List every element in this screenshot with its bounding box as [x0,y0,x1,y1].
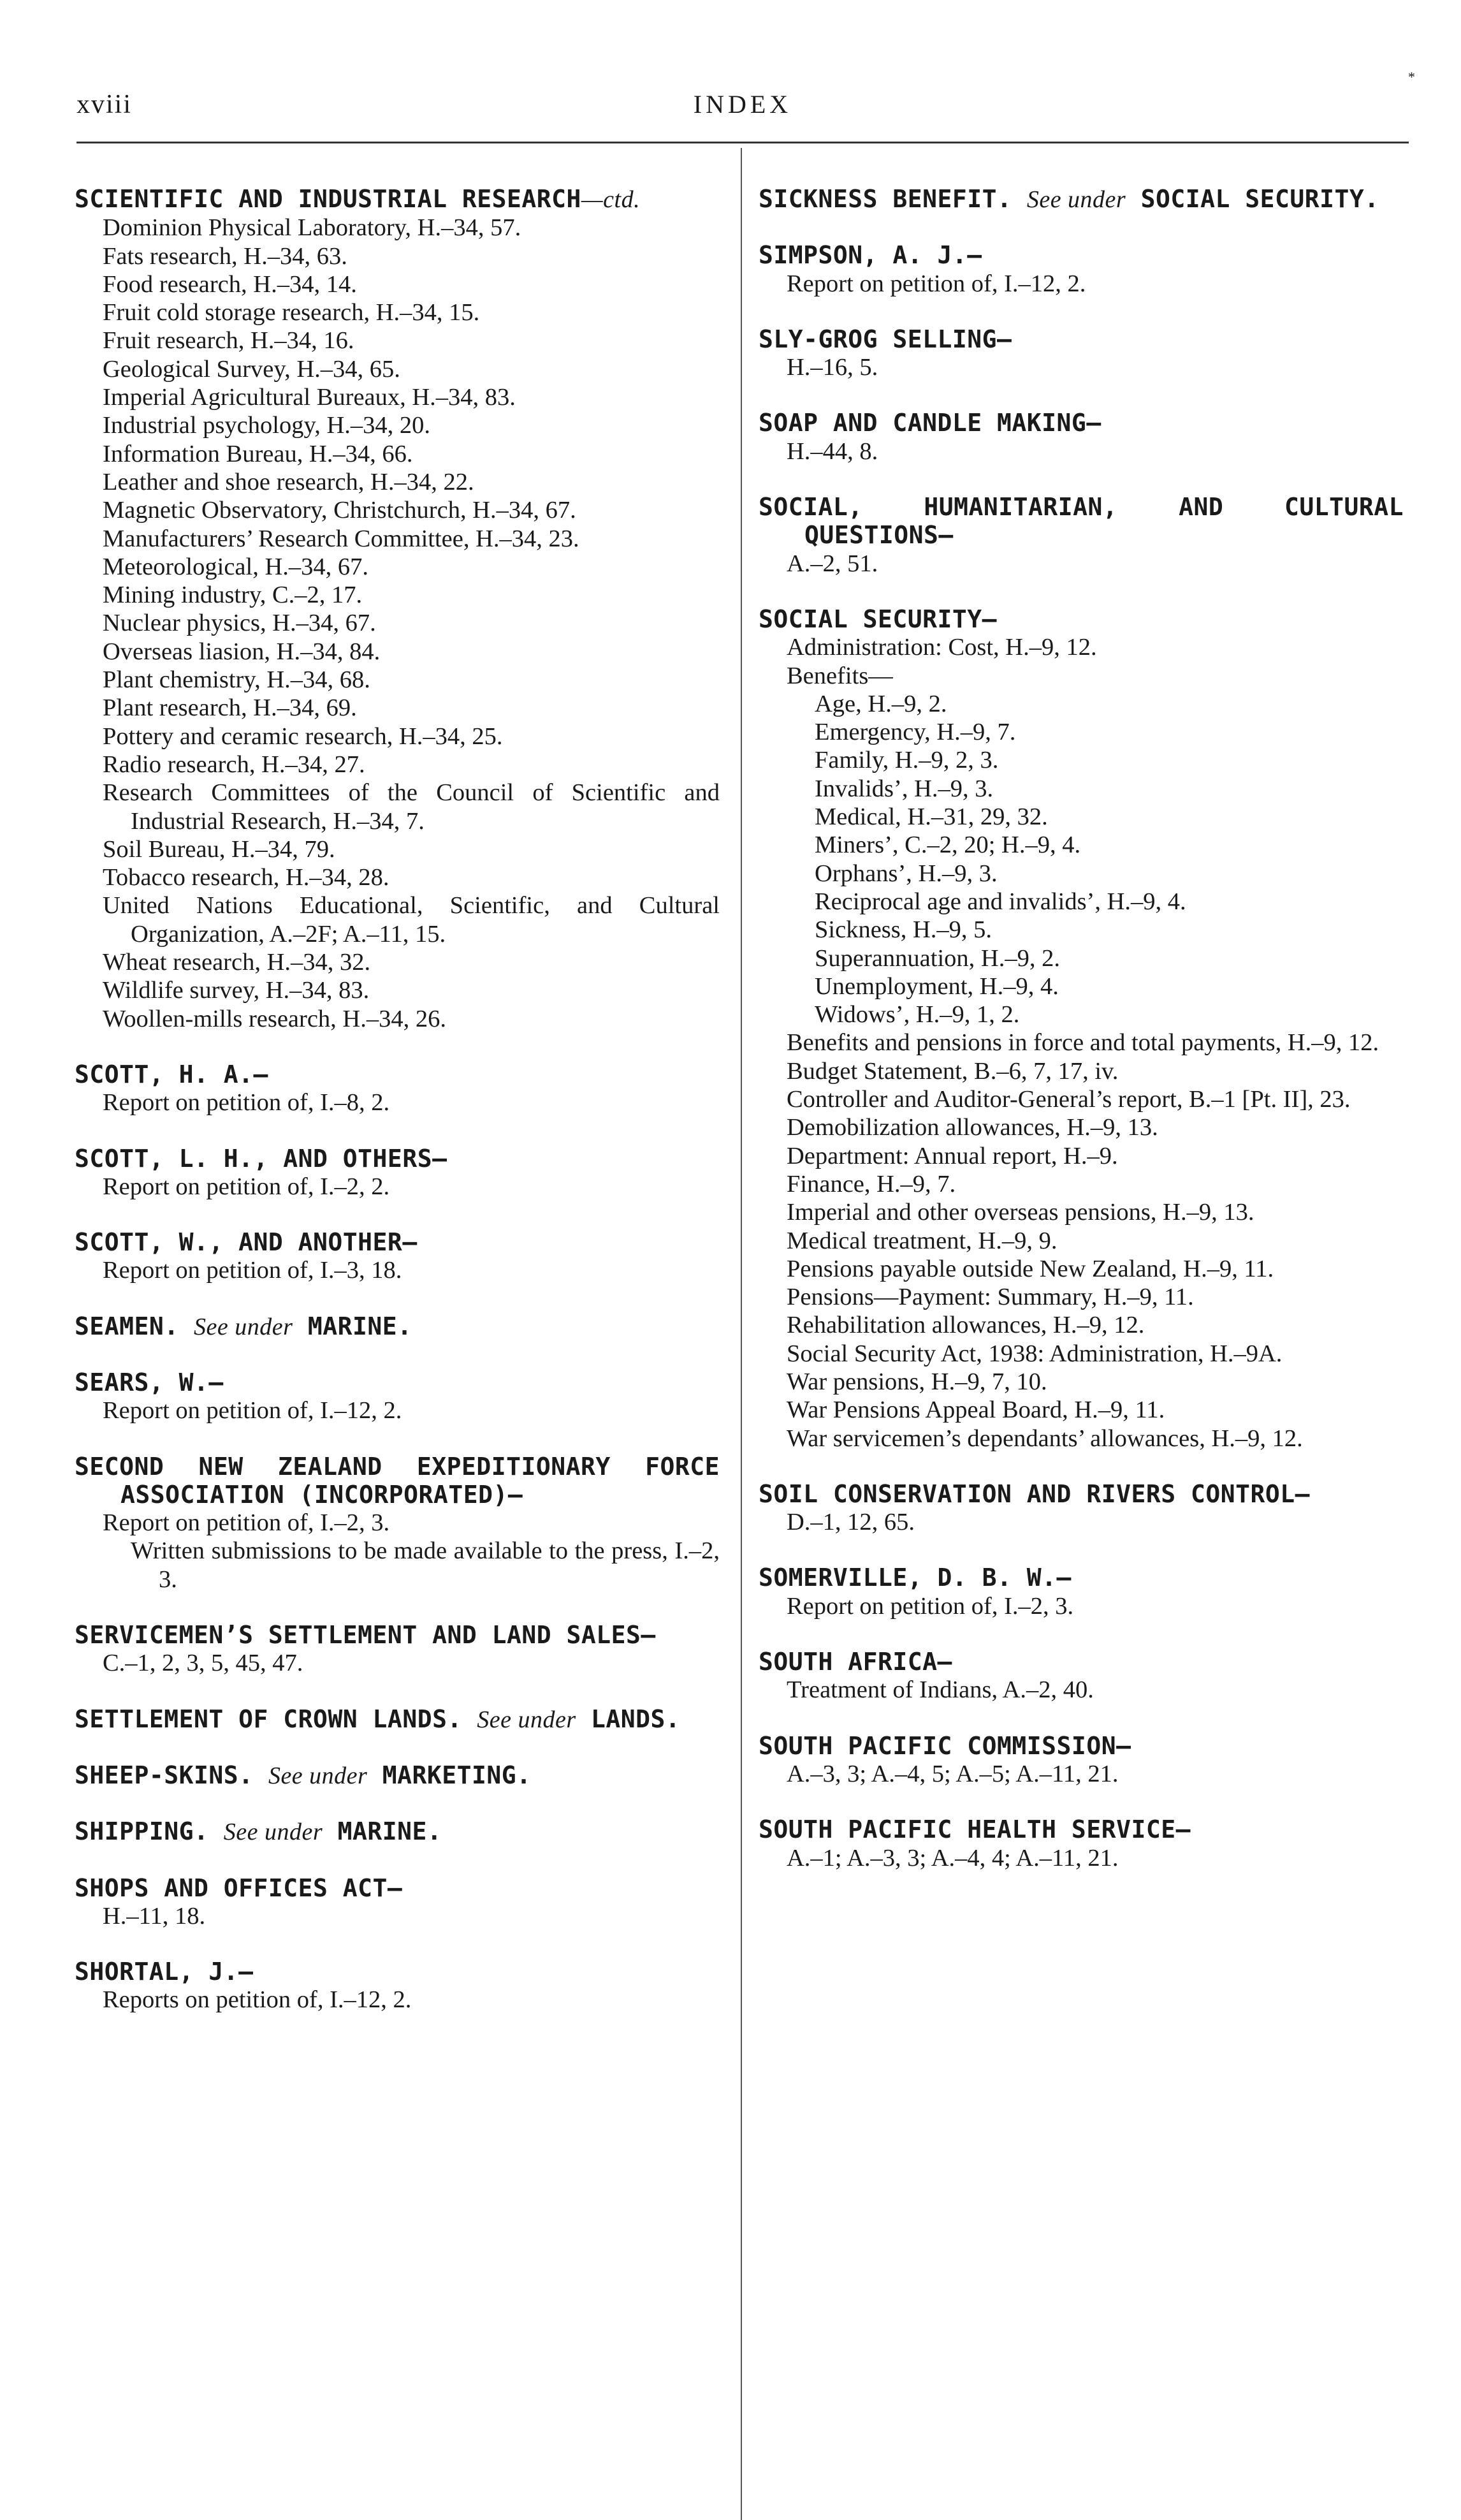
entry-subline: Emergency, H.–9, 7. [815,719,1016,746]
index-entry [759,493,1404,578]
index-entry [759,1564,1404,1620]
entry-line: Report on petition of, I.–2, 2. [103,1173,390,1200]
entry-line: Wheat research, H.–34, 32. [103,949,371,976]
entry-line: Report on petition of, I.–12, 2. [787,270,1086,297]
entry-heading: SCIENTIFIC AND INDUSTRIAL RESEARCH—ctd. [75,185,641,213]
entry-subline: Widows’, H.–9, 1, 2. [815,1001,1020,1029]
page-header [76,69,1415,134]
entry-subline: Medical, H.–31, 29, 32. [815,803,1048,831]
index-column-right [759,185,1404,1900]
index-entry [759,1732,1404,1789]
index-entry [75,1958,720,2014]
entry-line: Benefits— [787,662,893,689]
entry-line: Geological Survey, H.–34, 65. [103,355,400,383]
entry-line: D.–1, 12, 65. [787,1509,915,1536]
entry-line: Soil Bureau, H.–34, 79. [103,835,335,863]
index-entry [759,1815,1404,1872]
entry-line: Finance, H.–9, 7. [787,1170,956,1198]
entry-line: Fruit research, H.–34, 16. [103,327,354,355]
entry-line: Report on petition of, I.–3, 18. [103,1257,402,1284]
entry-heading: SHOPS AND OFFICES ACT— [75,1873,403,1902]
entry-line: Manufacturers’ Research Committee, H.–34, 23. [103,525,579,552]
index-entry [75,1312,720,1341]
entry-line: Plant chemistry, H.–34, 68. [103,666,370,694]
entry-line: Pensions payable outside New Zealand, H.–9, 11. [787,1255,1274,1282]
entry-heading: SOCIAL, HUMANITARIAN, AND CULTURAL QUESTIONS— [759,493,1404,550]
entry-line: Benefits and pensions in force and total payments, H.–9, 12. [787,1029,1379,1057]
entry-heading: SICKNESS BENEFIT. See under SOCIAL SECURITY. [759,185,1379,213]
header-rule [76,142,1409,143]
entry-subline: Orphans’, H.–9, 3. [815,860,998,887]
entry-line: War servicemen’s dependants’ allowances, H.–9, 12. [787,1425,1303,1452]
entry-line: Overseas liasion, H.–34, 84. [103,638,381,665]
entry-line: Research Committees of the Council of Scientific and Industrial Research, H.–34, 7. [103,779,720,835]
entry-line: War Pensions Appeal Board, H.–9, 11. [787,1396,1165,1424]
index-entry [75,1228,720,1285]
index-entry [75,1453,720,1593]
entry-subline: Family, H.–9, 2, 3. [815,747,999,774]
entry-line: H.–11, 18. [103,1902,206,1930]
entry-line: Fats research, H.–34, 63. [103,242,347,270]
entry-heading: SHORTAL, J.— [75,1958,254,1986]
entry-subline: Sickness, H.–9, 5. [815,916,992,944]
entry-heading: SECOND NEW ZEALAND EXPEDITIONARY FORCE ASSOCIATION (INCORPORATED)— [75,1452,720,1509]
entry-line: Imperial and other overseas pensions, H.–9, 13. [787,1199,1254,1226]
index-entry [75,1874,720,1931]
page-title: INDEX [693,90,792,119]
entry-line: C.–1, 2, 3, 5, 45, 47. [103,1650,303,1677]
entry-line: Report on petition of, I.–2, 3. [787,1592,1074,1620]
entry-heading: SEAMEN. See under MARINE. [75,1312,412,1340]
entry-line: Treatment of Indians, A.–2, 40. [787,1676,1094,1704]
entry-line: A.–1; A.–3, 3; A.–4, 4; A.–11, 21. [787,1844,1119,1872]
entry-subline: Written submissions to be made available to the press, I.–2, 3. [131,1537,720,1593]
entry-subline: Unemployment, H.–9, 4. [815,972,1059,1000]
column-divider [741,148,742,2520]
entry-line: Mining industry, C.–2, 17. [103,582,363,609]
entry-heading: SOUTH PACIFIC COMMISSION— [759,1731,1131,1760]
entry-line: Reports on petition of, I.–12, 2. [103,1986,412,2014]
entry-line: Nuclear physics, H.–34, 67. [103,610,376,637]
entry-line: Social Security Act, 1938: Administration, H.–9A. [787,1340,1283,1367]
entry-heading: SERVICEMEN’S SETTLEMENT AND LAND SALES— [75,1621,656,1650]
entry-line: Budget Statement, B.–6, 7, 17, iv. [787,1057,1119,1085]
entry-line: Meteorological, H.–34, 67. [103,553,368,580]
index-entry [759,185,1404,214]
entry-heading: SCOTT, L. H., AND OTHERS— [75,1144,447,1173]
entry-line: Dominion Physical Laboratory, H.–34, 57. [103,214,521,242]
entry-line: Magnetic Observatory, Christchurch, H.–34, 67. [103,497,576,524]
entry-heading: SLY-GROG SELLING— [759,325,1012,353]
entry-heading: SOMERVILLE, D. B. W.— [759,1564,1072,1592]
entry-subline: Age, H.–9, 2. [815,690,947,717]
entry-heading: SCOTT, W., AND ANOTHER— [75,1228,418,1257]
index-column-left [75,185,720,2042]
entry-line: Department: Annual report, H.–9. [787,1142,1118,1169]
entry-heading: SHIPPING. See under MARINE. [75,1817,442,1846]
entry-line: War pensions, H.–9, 7, 10. [787,1368,1047,1395]
index-entry [75,1817,720,1846]
entry-line: Information Bureau, H.–34, 66. [103,440,413,467]
entry-line: Tobacco research, H.–34, 28. [103,864,389,891]
entry-line: Controller and Auditor-General’s report, B.–1 [Pt. II], 23. [787,1086,1351,1113]
entry-heading: SHEEP-SKINS. See under MARKETING. [75,1761,532,1789]
entry-line: Rehabilitation allowances, H.–9, 12. [787,1312,1145,1339]
entry-heading: SOUTH AFRICA— [759,1648,952,1676]
entry-line: Report on petition of, I.–2, 3. [103,1509,390,1537]
entry-subline: Superannuation, H.–9, 2. [815,944,1060,972]
corner-mark: * [1408,69,1415,85]
index-entry [75,1761,720,1790]
entry-line: Radio research, H.–34, 27. [103,751,365,778]
index-entry [759,409,1404,465]
index-entry [759,1648,1404,1704]
index-entry [759,241,1404,298]
entry-subline: Invalids’, H.–9, 3. [815,775,994,802]
index-entry [75,1145,720,1201]
entry-line: Leather and shoe research, H.–34, 22. [103,468,474,495]
entry-heading: SOUTH PACIFIC HEALTH SERVICE— [759,1815,1191,1844]
entry-line: H.–16, 5. [787,354,878,381]
entry-line: Pensions—Payment: Summary, H.–9, 11. [787,1284,1194,1311]
entry-line: Plant research, H.–34, 69. [103,694,357,722]
index-entry [75,1060,720,1117]
entry-heading: SETTLEMENT OF CROWN LANDS. See under LANDS. [75,1704,681,1733]
entry-subline: Miners’, C.–2, 20; H.–9, 4. [815,831,1081,859]
entry-line: Industrial psychology, H.–34, 20. [103,412,430,439]
entry-line: A.–3, 3; A.–4, 5; A.–5; A.–11, 21. [787,1760,1119,1787]
entry-heading: SOAP AND CANDLE MAKING— [759,409,1101,437]
index-entry [759,325,1404,382]
index-entry [75,1368,720,1425]
index-entry [75,1621,720,1678]
entry-line: A.–2, 51. [787,550,878,577]
entry-subline: Reciprocal age and invalids’, H.–9, 4. [815,888,1186,915]
entry-line: Wildlife survey, H.–34, 83. [103,977,370,1004]
index-entry [75,185,720,1033]
entry-line: Food research, H.–34, 14. [103,270,357,298]
index-entry [75,1705,720,1734]
entry-line: Fruit cold storage research, H.–34, 15. [103,299,480,326]
entry-line: H.–44, 8. [787,437,878,465]
entry-line: Demobilization allowances, H.–9, 13. [787,1114,1158,1141]
entry-line: Woollen-mills research, H.–34, 26. [103,1005,446,1032]
entry-line: United Nations Educational, Scientific, and Cultural Organization, A.–2F; A.–11, 15. [103,892,720,948]
entry-line: Administration: Cost, H.–9, 12. [787,634,1097,661]
entry-line: Pottery and ceramic research, H.–34, 25. [103,722,503,750]
entry-heading: SOCIAL SECURITY— [759,604,998,633]
index-entry [759,605,1404,1453]
entry-line: Medical treatment, H.–9, 9. [787,1227,1058,1254]
entry-heading: SCOTT, H. A.— [75,1060,268,1088]
entry-heading: SIMPSON, A. J.— [759,241,982,270]
entry-line: Imperial Agricultural Bureaux, H.–34, 83. [103,384,516,411]
entry-heading: SOIL CONSERVATION AND RIVERS CONTROL— [759,1479,1310,1508]
entry-line: Report on petition of, I.–8, 2. [103,1089,390,1117]
index-entry [759,1480,1404,1537]
entry-heading: SEARS, W.— [75,1368,224,1396]
entry-line: Report on petition of, I.–12, 2. [103,1397,402,1425]
page-number: xviii [76,90,133,119]
